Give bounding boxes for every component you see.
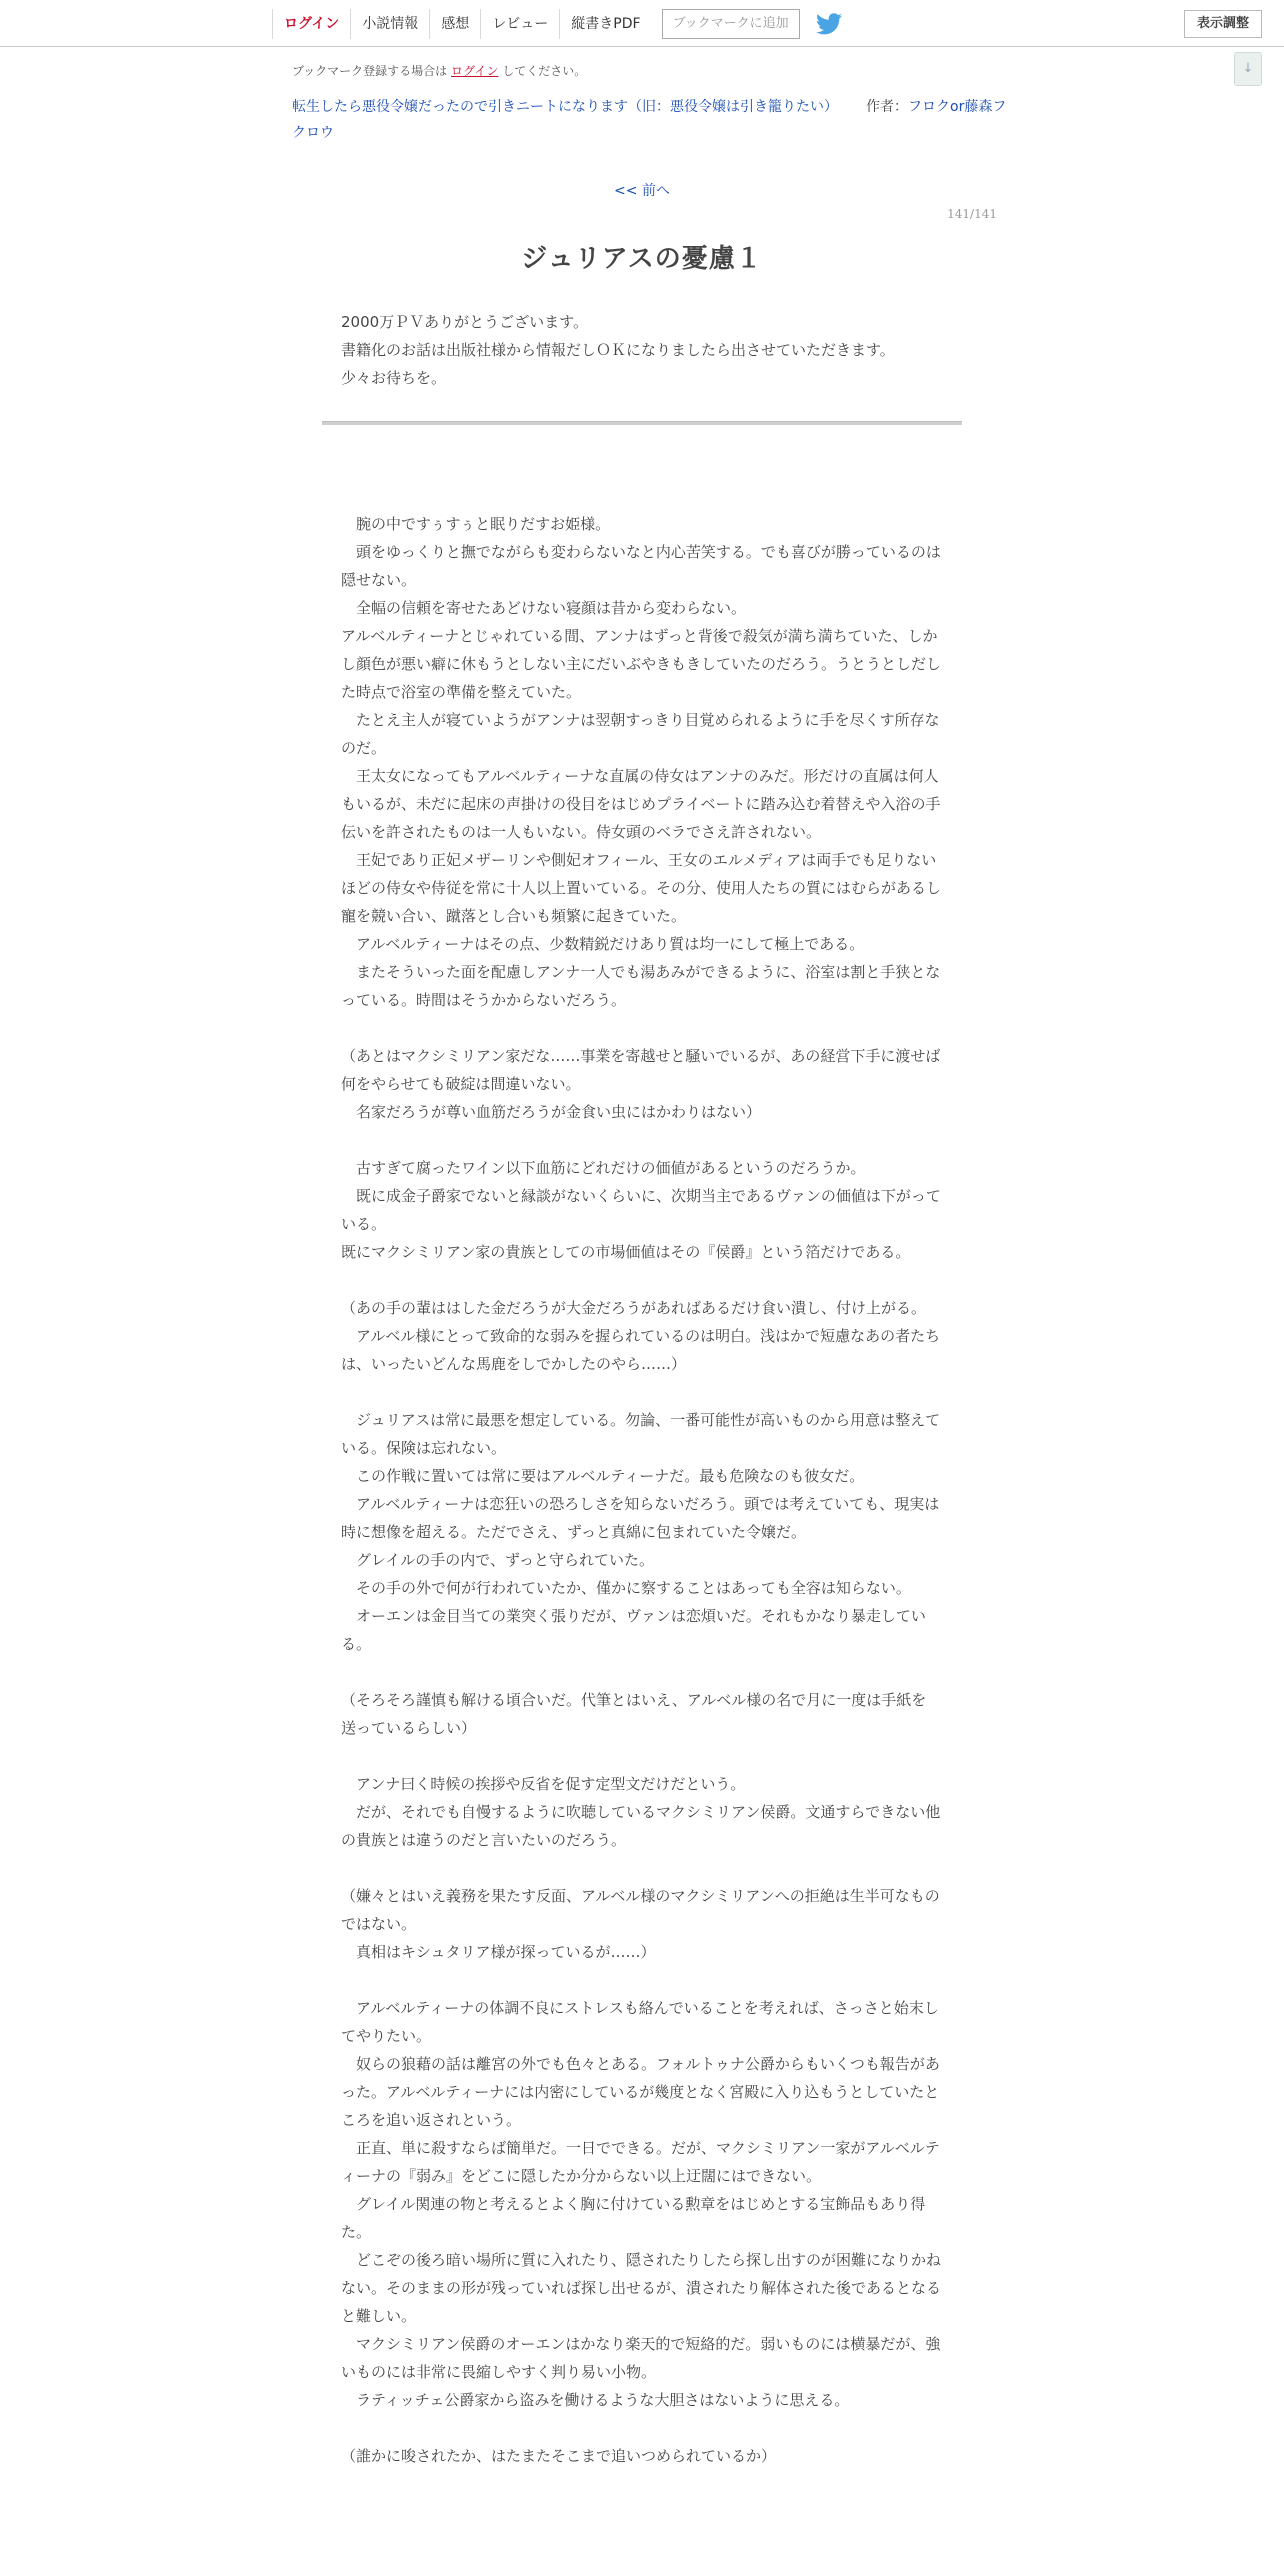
body-paragraph: 頭をゆっくりと撫でながらも変わらないなと内心苦笑する。でも喜びが勝っているのは隠せない。 xyxy=(341,543,941,589)
body-paragraph: 古すぎて腐ったワイン以下血筋にどれだけの価値があるというのだろうか。 xyxy=(341,1159,866,1177)
body-paragraph: 正直、単に殺すならば簡単だ。一日でできる。だが、マクシミリアン一家がアルベルティーナの『弱み』をどこに隠したか分からない以上迂闊にはできない。 xyxy=(341,2139,940,2185)
body-paragraph: またそういった面を配慮しアンナ一人でも湯あみができるように、浴室は割と手狭となっている。時間はそうかからないだろう。 xyxy=(341,963,941,1009)
chapter-title: ジュリアスの憂慮１ xyxy=(521,244,763,274)
body-paragraph: グレイル関連の物と考えるとよく胸に付けている勲章をはじめとする宝飾品もあり得た。 xyxy=(341,2195,926,2241)
body-paragraph: 王太女になってもアルベルティーナな直属の侍女はアンナのみだ。形だけの直属は何人もいるが、未だに起床の声掛けの役目をはじめプライベートに踏み込む着替えや入浴の手伝いを許されたものは一人もいない。侍女頭のベラでさえ許されない。 xyxy=(341,767,941,841)
body-paragraph: アルベルティーナとじゃれている間、アンナはずっと背後で殺気が満ち満ちていた、しかし顔色が悪い癖に休もうとしない主にだいぶやきもきしていたのだろう。うとうとしだした時点で浴室の準備を整えていた。 xyxy=(341,627,942,701)
nav-impressions-link[interactable]: 感想 xyxy=(429,9,480,39)
body-paragraph: （そろそろ謹慎も解ける頃合いだ。代筆とはいえ、アルベル様の名で月に一度は手紙を送っているらしい） xyxy=(341,1691,927,1737)
twitter-icon[interactable] xyxy=(816,13,842,35)
body-paragraph: マクシミリアン侯爵のオーエンはかなり楽天的で短絡的だ。弱いものには横暴だが、強いものには非常に畏縮しやすく判り易い小物。 xyxy=(341,2335,941,2381)
body-paragraph: ラティッチェ公爵家から盗みを働けるような大胆さはないように思える。 xyxy=(341,2391,850,2409)
body-paragraph: （誰かに唆されたか、はたまたそこまで追いつめられているか） xyxy=(341,2447,777,2465)
novel-body xyxy=(341,510,941,2470)
nav-review-link[interactable]: レビュー xyxy=(480,9,559,39)
body-paragraph xyxy=(341,1378,941,1406)
section-divider xyxy=(322,421,962,425)
preface xyxy=(341,308,941,392)
body-paragraph: どこぞの後ろ暗い場所に質に入れたり、隠されたりしたら探し出すのが困難になりかねない。そのままの形が残っていれば探し出せるが、潰されたり解体された後であるとなると難しい。 xyxy=(341,2251,942,2325)
nav-menu xyxy=(272,8,842,40)
body-paragraph xyxy=(341,1966,941,1994)
previous-page-link[interactable]: << 前へ xyxy=(614,183,670,199)
body-paragraph: 既にマクシミリアン家の貴族としての市場価値はその『侯爵』という箔だけである。 xyxy=(341,1243,911,1261)
author-label: 作者： xyxy=(866,99,908,115)
add-bookmark-button[interactable]: ブックマークに追加 xyxy=(662,9,800,39)
body-paragraph: 既に成金子爵家でないと縁談がないくらいに、次期当主であるヴァンの価値は下がっている。 xyxy=(341,1187,941,1233)
body-paragraph: グレイルの手の内で、ずっと守られていた。 xyxy=(341,1551,655,1569)
body-paragraph: アルベルティーナは恋狂いの恐ろしさを知らないだろう。頭では考えていても、現実は時に想像を超える。ただでさえ、ずっと真綿に包まれていた令嬢だ。 xyxy=(341,1495,940,1541)
preface-line: 少々お待ちを。 xyxy=(341,369,447,387)
body-paragraph: だが、それでも自慢するように吹聴しているマクシミリアン侯爵。文通すらできない他の貴族とは違うのだと言いたいのだろう。 xyxy=(341,1803,941,1849)
body-paragraph: アルベル様にとって致命的な弱みを握られているのは明白。浅はかで短慮なあの者たちは、いったいどんな馬鹿をしでかしたのやら……） xyxy=(341,1327,941,1373)
body-paragraph: その手の外で何が行われていたか、僅かに察することはあっても全容は知らない。 xyxy=(341,1579,911,1597)
body-paragraph: アルベルティーナはその点、少数精鋭だけあり質は均一にして極上である。 xyxy=(341,935,865,953)
scroll-down-button[interactable]: ↓ xyxy=(1234,52,1262,86)
body-paragraph: 王妃であり正妃メザーリンや側妃オフィール、王女のエルメディアは両手でも足りないほどの侍女や侍従を常に十人以上置いている。その分、使用人たちの質にはむらがあるし寵を競い合い、蹴落とし合いも頻繁に起きていた。 xyxy=(341,851,942,925)
body-paragraph: 真相はキシュタリア様が探っているが……） xyxy=(341,1943,656,1961)
series-header xyxy=(292,94,1012,146)
bookmark-note-login-link[interactable]: ログイン xyxy=(451,64,499,78)
page-number: 141/141 xyxy=(947,207,997,221)
body-paragraph: （嫌々とはいえ義務を果たす反面、アルベル様のマクシミリアンへの拒絶は生半可なものではない。 xyxy=(341,1887,940,1933)
body-paragraph xyxy=(341,1742,941,1770)
body-paragraph: オーエンは金目当ての業突く張りだが、ヴァンは恋煩いだ。それもかなり暴走している。 xyxy=(341,1607,926,1653)
series-title-link[interactable]: 転生したら悪役令嬢だったので引きニートになります（旧：悪役令嬢は引き籠りたい） xyxy=(292,99,838,115)
body-paragraph: （あの手の輩ははした金だろうが大金だろうがあればあるだけ食い潰し、付け上がる。 xyxy=(341,1299,927,1317)
body-paragraph: この作戦に置いては常に要はアルベルティーナだ。最も危険なのも彼女だ。 xyxy=(341,1467,865,1485)
nav-novel-info-link[interactable]: 小説情報 xyxy=(350,9,429,39)
bookmark-note-text: ブックマーク登録する場合は xyxy=(292,64,448,78)
body-paragraph: （あとはマクシミリアン家だな……事業を寄越せと騒いでいるが、あの経営下手に渡せば何をやらせても破綻は間違いない。 xyxy=(341,1047,941,1093)
body-paragraph: アンナ曰く時候の挨拶や反省を促す定型文だけだという。 xyxy=(341,1775,746,1793)
body-paragraph: 奴らの狼藉の話は離宮の外でも色々とある。フォルトゥナ公爵からもいくつも報告があった。アルベルティーナには内密にしているが幾度となく宮殿に入り込もうとしていたところを追い返されという。 xyxy=(341,2055,940,2129)
body-paragraph: 腕の中ですぅすぅと眠りだすお姫様。 xyxy=(341,515,611,533)
author-link[interactable]: フロクor藤森フクロウ xyxy=(292,99,1007,141)
top-navigation-bar xyxy=(0,0,1284,47)
body-paragraph: 名家だろうが尊い血筋だろうが金食い虫にはかわりはない） xyxy=(341,1103,762,1121)
bookmark-note-text-after: してください。 xyxy=(502,64,587,78)
nav-vertical-pdf-link[interactable]: 縦書きPDF xyxy=(559,9,651,39)
preface-line: 2000万ＰＶありがとうございます。 xyxy=(341,313,588,331)
body-paragraph xyxy=(341,1014,941,1042)
preface-line: 書籍化のお話は出版社様から情報だしＯＫになりましたら出させていただきます。 xyxy=(341,341,895,359)
nav-login-link[interactable]: ログイン xyxy=(272,9,350,39)
body-paragraph xyxy=(341,1266,941,1294)
body-paragraph: たとえ主人が寝ていようがアンナは翌朝すっきり目覚められるように手を尽くす所存なのだ。 xyxy=(341,711,940,757)
body-paragraph xyxy=(341,1658,941,1686)
body-paragraph xyxy=(341,2414,941,2442)
body-paragraph: アルベルティーナの体調不良にストレスも絡んでいることを考えれば、さっさと始末してやりたい。 xyxy=(341,1999,939,2045)
bookmark-login-note xyxy=(292,62,586,79)
body-paragraph xyxy=(341,1126,941,1154)
display-settings-button[interactable]: 表示調整 xyxy=(1184,10,1262,38)
body-paragraph: ジュリアスは常に最悪を想定している。勿論、一番可能性が高いものから用意は整えている。保険は忘れない。 xyxy=(341,1411,941,1457)
body-paragraph: 全幅の信頼を寄せたあどけない寝顔は昔から変わらない。 xyxy=(341,599,747,617)
body-paragraph xyxy=(341,1854,941,1882)
